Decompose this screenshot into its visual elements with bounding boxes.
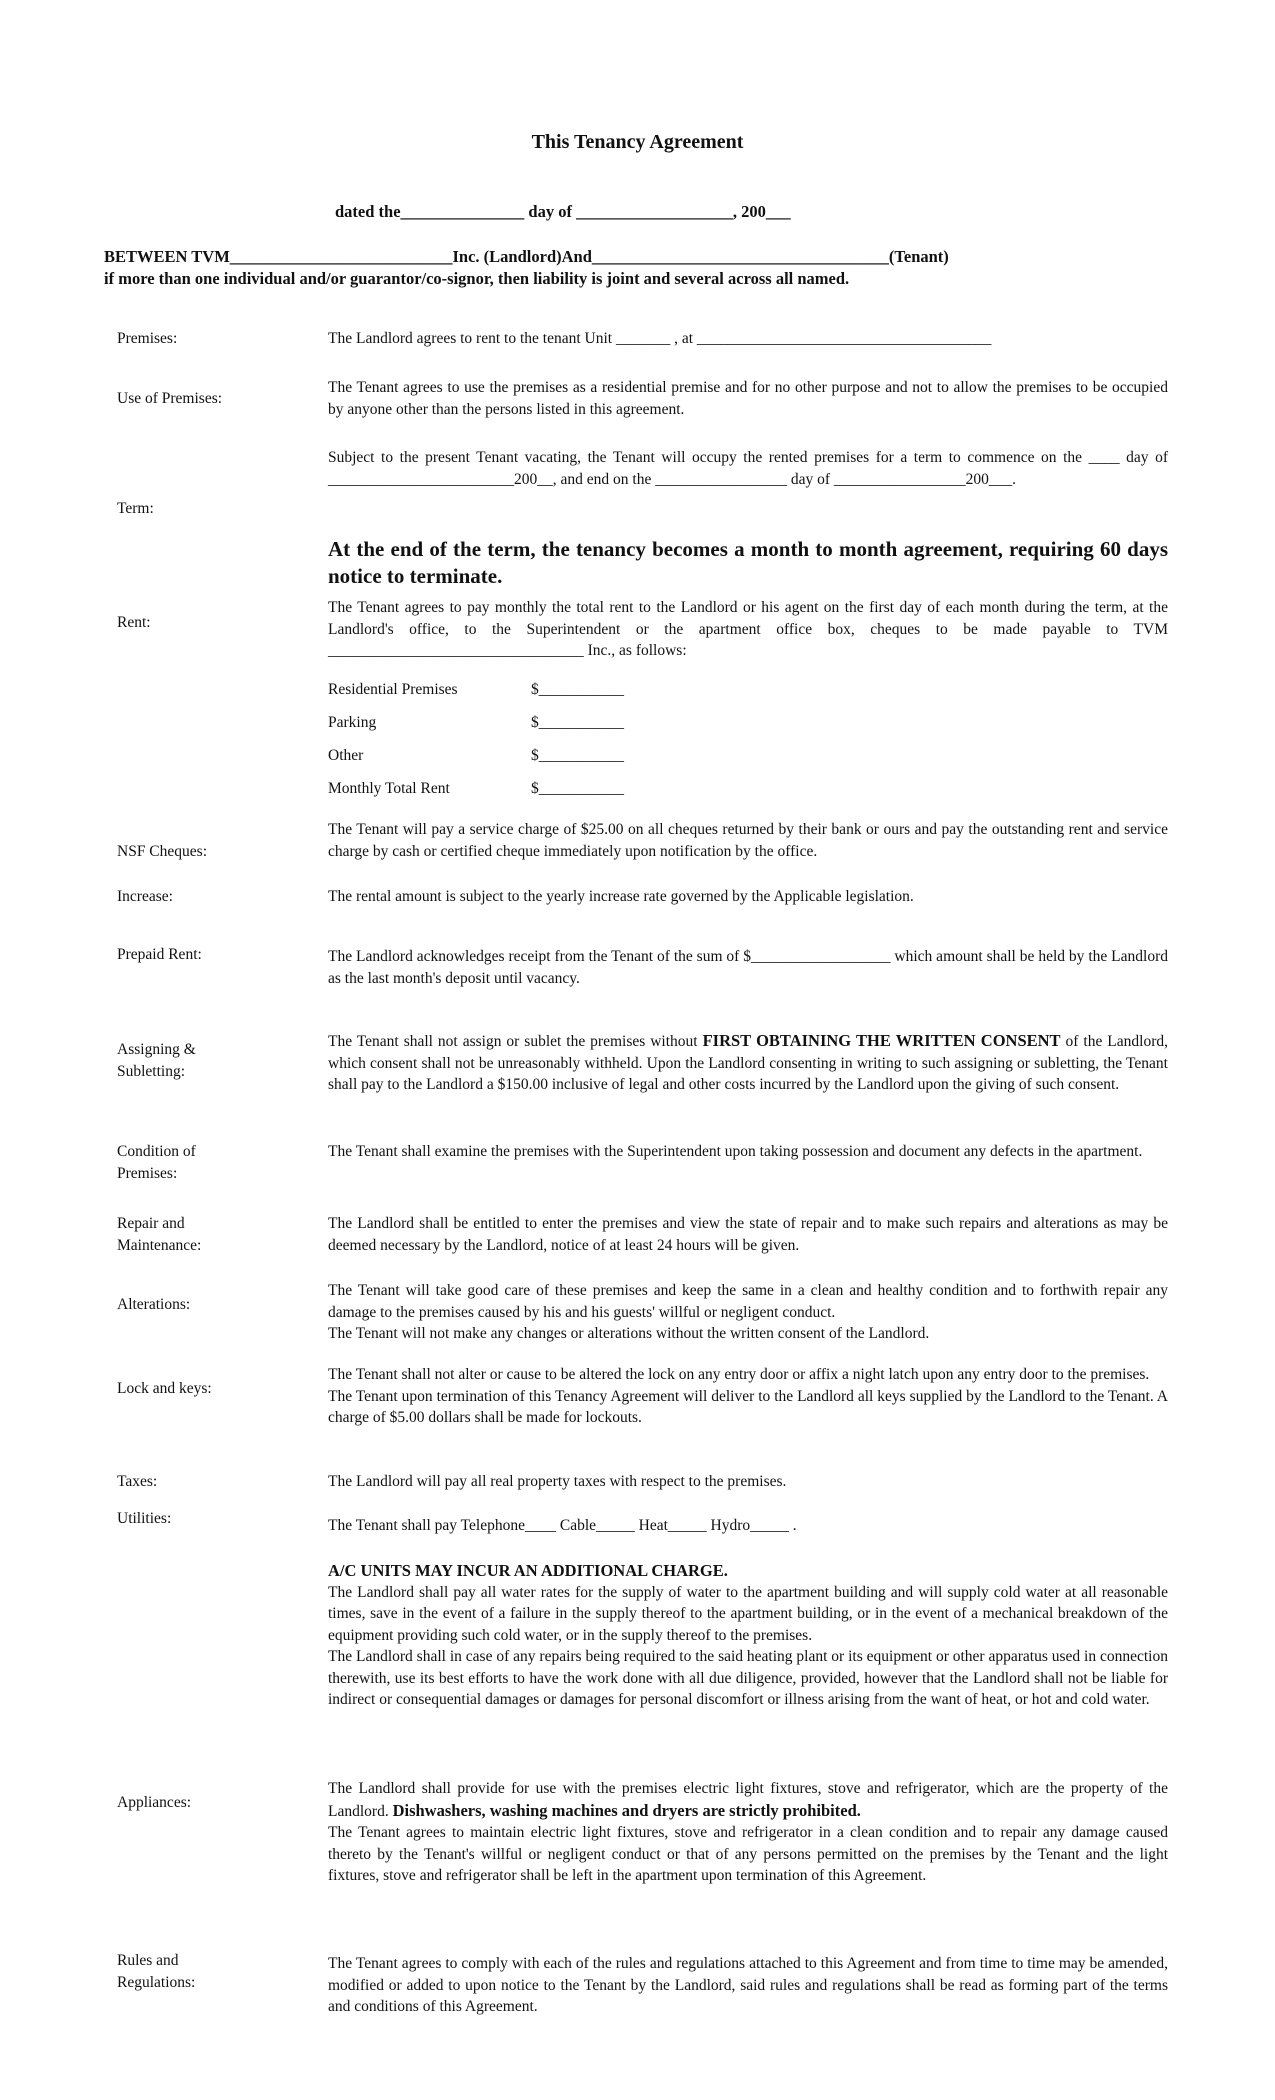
taxes-text: The Landlord will pay all real property taxes with respect to the premises. — [328, 1473, 787, 1490]
alterations-label: Alterations: — [117, 1296, 191, 1313]
term-emphasis: At the end of the term, the tenancy becomes a month to month agreement, requiring 60 days notice to terminate. — [328, 537, 1168, 588]
rent-row-name: Residential Premises — [328, 681, 458, 698]
rent-row-amount: $___________ — [531, 681, 624, 698]
rules-label-2: Regulations: — [117, 1974, 196, 1991]
use-text: The Tenant agrees to use the premises as a residential premise and for no other purpose and not to allow the premises to be occupied by anyone other than the persons listed in this agreement. — [328, 379, 1168, 418]
ac-heading: A/C UNITS MAY INCUR AN ADDITIONAL CHARGE. — [328, 1561, 728, 1580]
locks-text — [328, 1364, 1168, 1429]
rent-row — [328, 712, 624, 733]
rent-row-amount: $___________ — [531, 714, 624, 731]
utilities-text: The Tenant shall pay Telephone____ Cable_____ Heat_____ Hydro_____ . — [328, 1517, 797, 1534]
repair-label-1: Repair and — [117, 1215, 185, 1232]
assigning-text-bold: FIRST OBTAINING THE WRITTEN CONSENT — [702, 1031, 1061, 1050]
utilities-text-2: The Landlord shall pay all water rates for the supply of water to the apartment building and will supply cold water at all reasonable times, save in the event of a failure in the supply thereof to the apartment building, or in the event of a mechanical breakdown of the equipment providing such cold water, or in the supply thereof to the premises. — [328, 1583, 1168, 1644]
appliances-text-2: The Tenant agrees to maintain electric light fixtures, stove and refrigerator in a clean condition and to repair any damage caused thereto by the Tenant's willful or negligent conduct or that of any persons permitted on the premises by the Tenant and the light fixtures, stove and refrigerator shall be left in the apartment upon termination of this Agreement. — [328, 1824, 1168, 1884]
liability-line: if more than one individual and/or guarantor/co-signor, then liability is joint and several across all named. — [104, 269, 850, 288]
appliances-text — [328, 1778, 1168, 1887]
repair-text: The Landlord shall be entitled to enter the premises and view the state of repair and to make such repairs and alterations as may be deemed necessary by the Landlord, notice of at least 24 hours will be given. — [328, 1215, 1168, 1254]
increase-text: The rental amount is subject to the yearly increase rate governed by the Applicable legislation. — [328, 888, 914, 905]
appliances-label: Appliances: — [117, 1794, 192, 1811]
utilities-text-3: The Landlord shall in case of any repairs being required to the said heating plant or its equipment or other apparatus used in connection therewith, use its best efforts to have the work done with all due diligence, provided, however that the Landlord shall not be liable for indirect or consequential damages or damages for personal discomfort or illness arising from the want of heat, or hot and cold water. — [328, 1648, 1168, 1708]
rent-text: The Tenant agrees to pay monthly the total rent to the Landlord or his agent on the first day of each month during the term, at the Landlord's office, to the Superintendent or the apartment office box, cheques to be made payable to TVM _________________________________ Inc., as follows: — [328, 599, 1168, 659]
utilities-label: Utilities: — [117, 1510, 172, 1527]
assigning-label-1: Assigning & — [117, 1041, 196, 1058]
rent-row — [328, 745, 624, 766]
nsf-text: The Tenant will pay a service charge of $25.00 on all cheques returned by their bank or ours and pay the outstanding rent and service charge by cash or certified cheque immediately upon notification by the office. — [328, 821, 1168, 860]
appliances-text-bold: Dishwashers, washing machines and dryers are strictly prohibited. — [392, 1800, 861, 1820]
rules-text: The Tenant agrees to comply with each of the rules and regulations attached to this Agreement and from time to time may be amended, modified or added to upon notice to the Tenant by the Landlord, said rules and regulations shall be read as forming part of the terms and conditions of this Agreement. — [328, 1955, 1168, 2015]
locks-text-1: The Tenant shall not alter or cause to be altered the lock on any entry door or affix a night latch upon any entry door to the premises. — [328, 1366, 1150, 1383]
utilities-details — [328, 1560, 1168, 1711]
rent-row-amount: $___________ — [531, 747, 624, 764]
appliances-text-a: The Landlord shall provide for use with the premises electric light fixtures, stove and refrigerator, which are the property of the Landlord. — [328, 1780, 1168, 1820]
rent-row — [328, 778, 624, 799]
locks-label: Lock and keys: — [117, 1380, 212, 1397]
locks-text-2: The Tenant upon termination of this Tenancy Agreement will deliver to the Landlord all keys supplied by the Landlord to the Tenant. A charge of $5.00 dollars shall be made for lockouts. — [328, 1387, 1168, 1426]
rent-row-name: Monthly Total Rent — [328, 780, 450, 797]
document-title: This Tenancy Agreement — [531, 131, 744, 153]
assigning-label-2: Subletting: — [117, 1063, 186, 1080]
rent-row-name: Other — [328, 747, 364, 764]
alterations-text-1: The Tenant will take good care of these premises and keep the same in a clean and healthy condition and to forthwith repair any damage to the premises caused by his and his guests' willful or negligent conduct. — [328, 1282, 1168, 1321]
dated-line: dated the_______________ day of ___________________, 200___ — [335, 202, 791, 221]
condition-text: The Tenant shall examine the premises with the Superintendent upon taking possession and document any defects in the apartment. — [328, 1143, 1143, 1160]
premises-text: The Landlord agrees to rent to the tenant Unit _______ , at ______________________________________ — [328, 330, 992, 347]
between-line: BETWEEN TVM___________________________Inc. (Landlord)And____________________________________(Tenant) — [104, 247, 949, 266]
prepaid-label: Prepaid Rent: — [117, 946, 202, 963]
condition-label-1: Condition of — [117, 1143, 196, 1160]
repair-label-2: Maintenance: — [117, 1237, 202, 1254]
rules-label-1: Rules and — [117, 1952, 179, 1969]
increase-label: Increase: — [117, 888, 173, 905]
assigning-text-b: of the Landlord, which consent shall not be unreasonably withheld. Upon the Landlord consenting in writing to such assigning or subletting, the Tenant shall pay to the Landlord a $150.00 inclusive of legal and other costs incurred by the Landlord upon the giving of such consent. — [328, 1033, 1168, 1093]
term-label: Term: — [117, 500, 154, 517]
prepaid-text: The Landlord acknowledges receipt from the Tenant of the sum of $__________________ which amount shall be held by the Landlord as the last month's deposit until vacancy. — [328, 948, 1168, 987]
rent-row-amount: $___________ — [531, 780, 624, 797]
condition-label-2: Premises: — [117, 1165, 178, 1182]
term-text: Subject to the present Tenant vacating, the Tenant will occupy the rented premises for a term to commence on the ____ day of ________________________200__, and end on the _________________ day of _________________200___. — [328, 449, 1168, 488]
rent-row-name: Parking — [328, 714, 377, 731]
assigning-text-a: The Tenant shall not assign or sublet the premises without — [328, 1033, 703, 1050]
rent-label: Rent: — [117, 614, 151, 631]
taxes-label: Taxes: — [117, 1473, 158, 1490]
use-label: Use of Premises: — [117, 390, 223, 407]
assigning-text — [328, 1030, 1168, 1096]
alterations-text-2: The Tenant will not make any changes or alterations without the written consent of the Landlord. — [328, 1325, 930, 1342]
nsf-label: NSF Cheques: — [117, 843, 207, 860]
alterations-text — [328, 1280, 1168, 1345]
rent-row — [328, 679, 624, 700]
premises-label: Premises: — [117, 330, 178, 347]
